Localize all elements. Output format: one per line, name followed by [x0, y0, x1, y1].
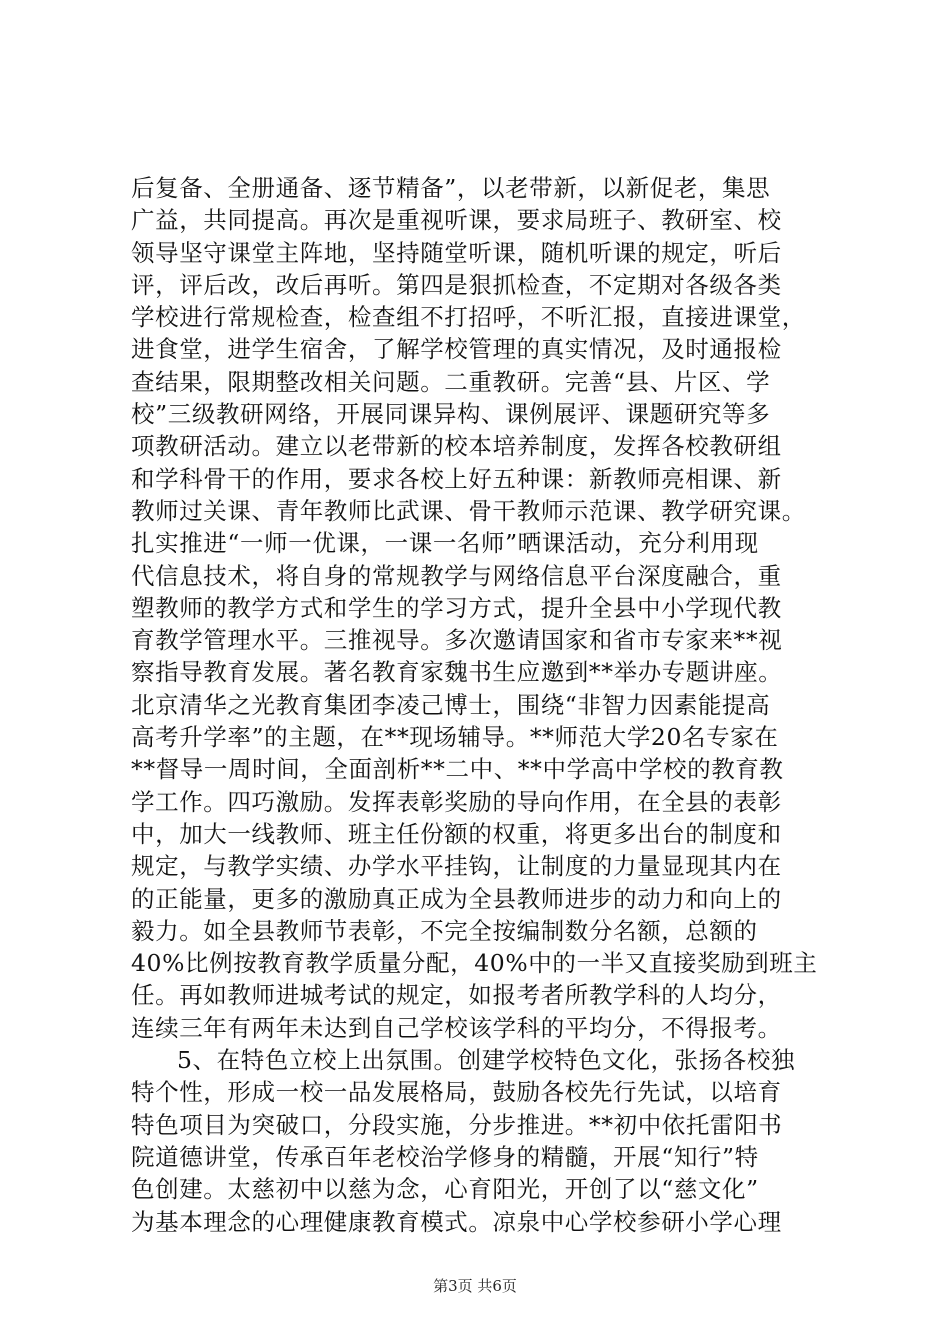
text-line: 和学科骨干的作用，要求各校上好五种课：新教师亮相课、新: [131, 464, 782, 493]
text-line: 评，评后改，改后再听。第四是狠抓检查，不定期对各级各类: [131, 270, 782, 299]
text-line: 任。再如教师进城考试的规定，如报考者所教学科的人均分，: [131, 981, 782, 1010]
text-line: 规定，与教学实绩、办学水平挂钩，让制度的力量显现其内在: [131, 852, 782, 881]
text-line: 学校进行常规检查，检查组不打招呼，不听汇报，直接进课堂，: [131, 303, 806, 332]
text-line: 学工作。四巧激励。发挥表彰奖励的导向作用，在全县的表彰: [131, 787, 782, 816]
text-line: 查结果，限期整改相关问题。二重教研。完善“县、片区、学: [131, 367, 771, 396]
text-line: 教师过关课、青年教师比武课、骨干教师示范课、教学研究课。: [131, 496, 806, 525]
text-line: 项教研活动。建立以老带新的校本培养制度，发挥各校教研组: [131, 432, 782, 461]
text-line: 育教学管理水平。三推视导。多次邀请国家和省市专家来**视: [131, 626, 783, 655]
text-line: 塑教师的教学方式和学生的学习方式，提升全县中小学现代教: [131, 593, 782, 622]
text-line: 特个性，形成一校一品发展格局，鼓励各校先行先试，以培育: [131, 1078, 782, 1107]
text-line: 为基本理念的心理健康教育模式。凉泉中心学校参研小学心理: [131, 1207, 782, 1236]
text-line: 高考升学率”的主题，在**现场辅导。**师范大学20名专家在: [131, 723, 779, 752]
text-line: 连续三年有两年未达到自己学校该学科的平均分，不得报考。: [131, 1013, 782, 1042]
text-line: 北京清华之光教育集团李凌己博士，围绕“非智力因素能提高: [131, 690, 771, 719]
text-line: 代信息技术，将自身的常规教学与网络信息平台深度融合，重: [131, 561, 782, 590]
text-line: 40%比例按教育教学质量分配，40%中的一半又直接奖励到班主: [131, 949, 818, 978]
text-line: 院道德讲堂，传承百年老校治学修身的精髓，开展“知行”特: [131, 1142, 759, 1171]
text-line: 特色项目为突破口，分段实施，分步推进。**初中依托雷阳书: [131, 1110, 783, 1139]
text-line: 的正能量，更多的激励真正成为全县教师进步的动力和向上的: [131, 884, 782, 913]
text-line: 察指导教育发展。著名教育家魏书生应邀到**举办专题讲座。: [131, 658, 783, 687]
body-text: [131, 172, 831, 1238]
text-line: 中，加大一线教师、班主任份额的权重，将更多出台的制度和: [131, 819, 782, 848]
text-line: **督导一周时间，全面剖析**二中、**中学高中学校的教育教: [131, 755, 784, 784]
text-line: 广益，共同提高。再次是重视听课，要求局班子、教研室、校: [131, 206, 782, 235]
page-footer: 第3页 共6页: [433, 1277, 517, 1295]
text-line: 后复备、全册通备、逐节精备”，以老带新，以新促老，集思: [131, 174, 771, 202]
text-line: 色创建。太慈初中以慈为念，心育阳光，开创了以“慈文化”: [131, 1175, 759, 1204]
paragraph-start-line: 5、在特色立校上出氛围。创建学校特色文化，张扬各校独: [177, 1046, 796, 1075]
text-line: 校”三级教研网络，开展同课异构、课例展评、课题研究等多: [131, 400, 771, 429]
text-line: 毅力。如全县教师节表彰，不完全按编制数分名额，总额的: [131, 916, 758, 945]
text-line: 领导坚守课堂主阵地，坚持随堂听课，随机听课的规定，听后: [131, 238, 782, 267]
text-line: 扎实推进“一师一优课，一课一名师”晒课活动，充分利用现: [131, 529, 759, 558]
text-line: 进食堂，进学生宿舍，了解学校管理的真实情况，及时通报检: [131, 335, 782, 364]
